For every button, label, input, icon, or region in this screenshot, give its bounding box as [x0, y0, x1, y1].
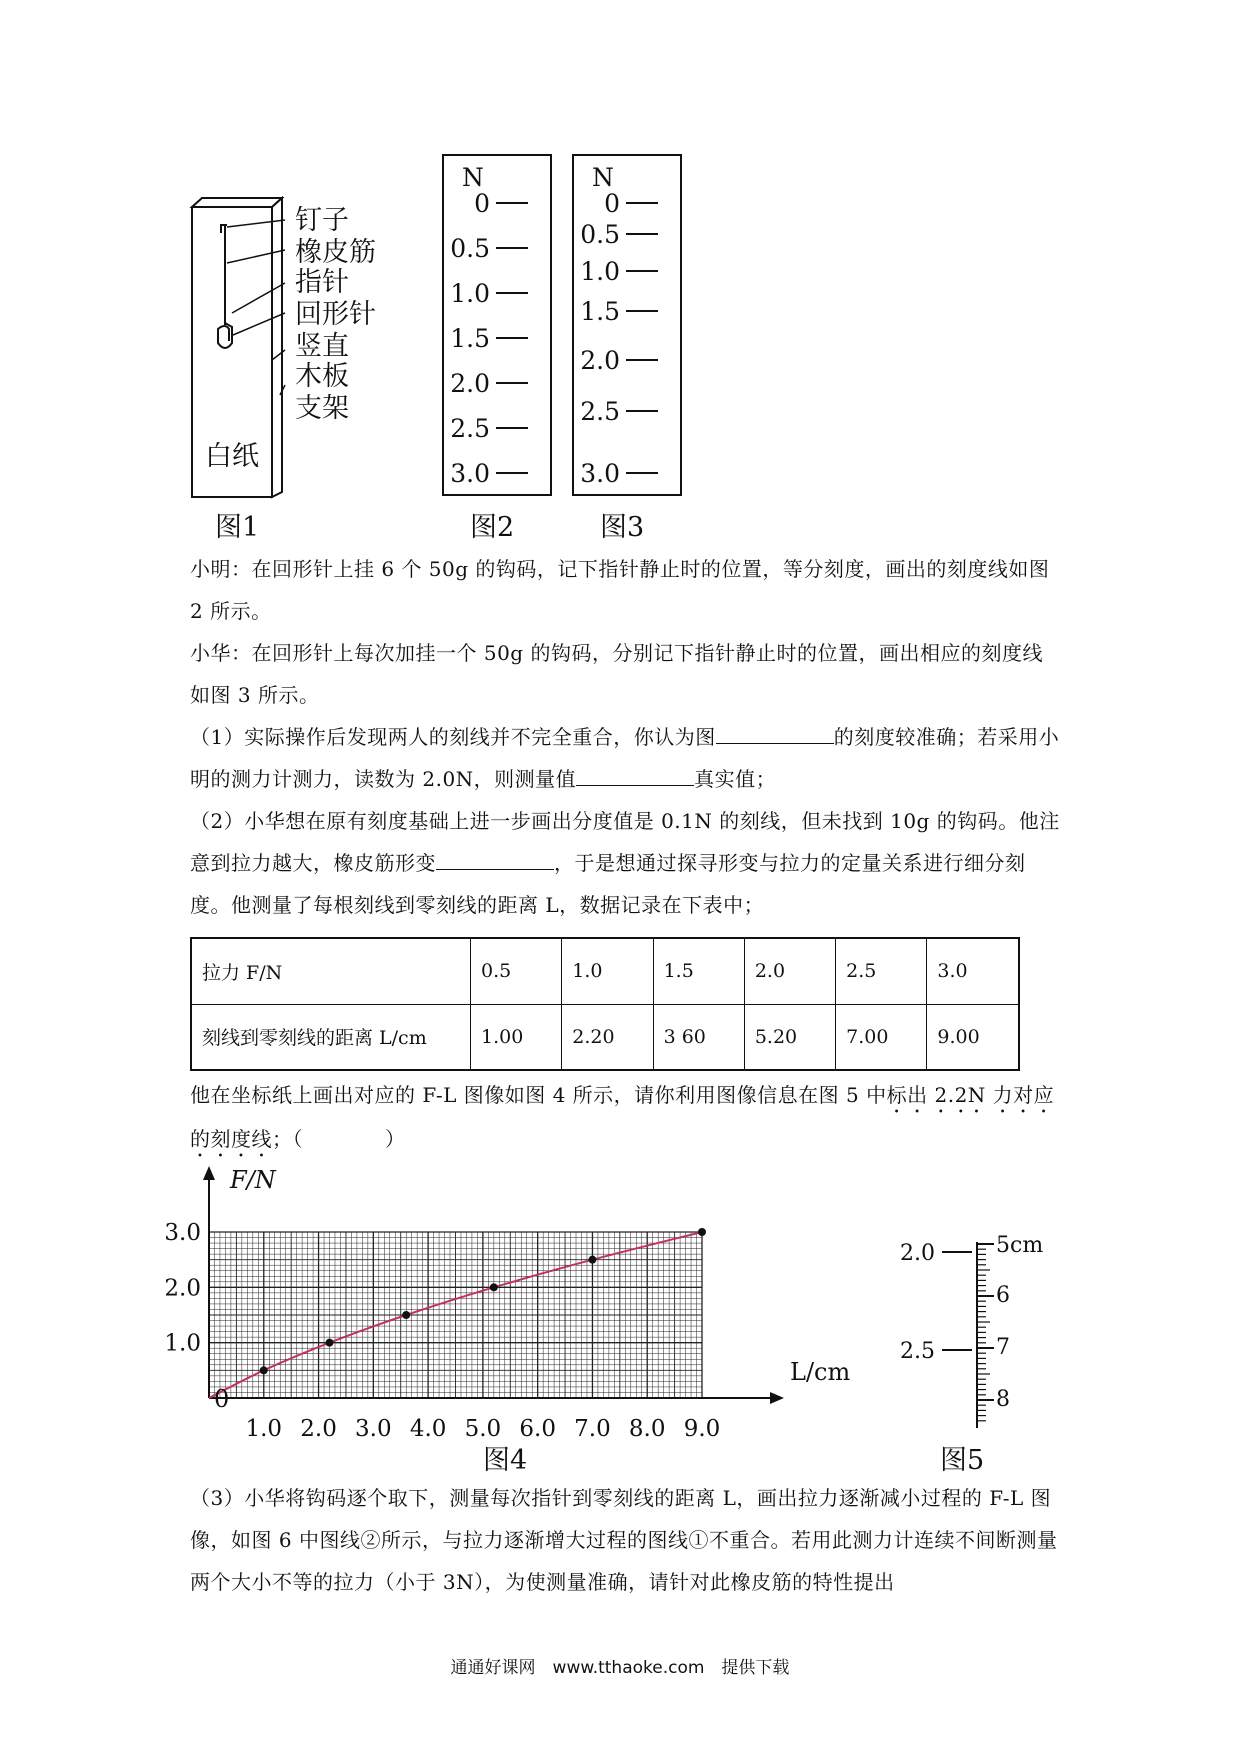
table-cell: 2.0 [744, 938, 835, 1004]
table-cell: 7.00 [836, 1004, 927, 1070]
fig3-tick-label: 2.0 [580, 346, 620, 375]
board-text: 白纸 [205, 441, 259, 472]
table-row [191, 1004, 1019, 1070]
table-header-distance: 刻线到零刻线的距离 L/cm [191, 1004, 471, 1070]
x-tick-label: 7.0 [574, 1416, 611, 1442]
fig5-cm-label: 8 [996, 1387, 1010, 1412]
chart-grid [209, 1232, 702, 1398]
data-point [698, 1228, 706, 1236]
fig2-caption: 图2 [470, 512, 515, 543]
fig3-tick-label: 1.5 [580, 297, 620, 326]
fig2-tick-label: 2.5 [450, 414, 490, 443]
fig5-ruler-ticks [977, 1244, 994, 1421]
board-top-edge [192, 198, 282, 207]
data-point [490, 1283, 498, 1291]
question-1: （1）实际操作后发现两人的刻线并不完全重合，你认为图 的刻度较准确；若采用小明的测力计测力，读数为 2.0N，则测量值 真实值； [190, 716, 1060, 800]
xiaoming-paragraph: 小明：在回形针上挂 6 个 50g 的钩码，记下指针静止时的位置，等分刻度，画出的刻度线如图 2 所示。 [190, 557, 1050, 623]
answer-blank[interactable] [436, 847, 554, 870]
question-3: （3）小华将钩码逐个取下，测量每次指针到零刻线的距离 L，画出拉力逐渐减小过程的 F-L 图像，如图 6 中图线②所示，与拉力逐渐增大过程的图线①不重合。若用此测力计连续不间断测量两个大小不等的拉力（小于 3N），为使测量准确，请针对此橡皮筋的特性提出 [190, 1486, 1058, 1594]
footer-text: 通通好课网 www.tthaoke.com 提供下载 [450, 1658, 790, 1678]
label-vertical: 竖直 [295, 331, 349, 362]
data-point [588, 1256, 596, 1264]
table-cell: 2.5 [836, 938, 927, 1004]
fig2-tick-label: 0 [474, 189, 490, 218]
x-tick-label: 6.0 [519, 1416, 556, 1442]
x-tick-label: 5.0 [464, 1416, 502, 1442]
label-pointer: 指针 [295, 267, 349, 298]
table-cell: 3.0 [927, 938, 1019, 1004]
chart-instruction: 他在坐标纸上画出对应的 F-L 图像如图 4 所示，请你利用图像信息在图 5 中标出 2.2N 力对应的刻度线；（ ） [190, 1083, 1055, 1151]
fig5-label-2-5: 2.5 [900, 1339, 935, 1364]
x-axis-arrow-icon [770, 1392, 784, 1404]
xiaohua-paragraph: 小华：在回形针上每次加挂一个 50g 的钩码，分别记下指针静止时的位置，画出相应的刻度线如图 3 所示。 [190, 641, 1043, 707]
figure-5-scale [880, 1230, 1050, 1440]
fig2-unit: N [462, 163, 484, 192]
table-cell: 1.00 [471, 1004, 562, 1070]
label-nail: 钉子 [295, 205, 349, 236]
data-point [402, 1311, 410, 1319]
chart-ticks [164, 1220, 720, 1442]
table-cell: 1.0 [562, 938, 653, 1004]
data-table [190, 937, 1020, 1071]
x-tick-label: 3.0 [355, 1416, 392, 1442]
x-tick-label: 4.0 [409, 1416, 447, 1442]
fig5-cm-label: 7 [996, 1335, 1010, 1360]
y-axis-arrow-icon [203, 1166, 215, 1180]
x-tick-label: 8.0 [628, 1416, 666, 1442]
table-cell: 9.00 [927, 1004, 1019, 1070]
fig3-tick-label: 3.0 [580, 459, 620, 488]
table-cell: 1.5 [653, 938, 744, 1004]
question-text [190, 548, 1060, 926]
fig3-unit: N [592, 163, 614, 192]
y-axis-label: F/N [230, 1166, 276, 1194]
table-cell: 2.20 [562, 1004, 653, 1070]
table-cell: 5.20 [744, 1004, 835, 1070]
table-row [191, 938, 1019, 1004]
figure-1 [185, 195, 425, 515]
origin-label: 0 [214, 1385, 230, 1413]
fig2-tick-label: 2.0 [450, 369, 490, 398]
figure-4-chart [164, 1150, 860, 1450]
answer-blank[interactable] [576, 763, 694, 786]
fig4-caption: 图4 [483, 1445, 528, 1476]
fig3-tick-label: 0.5 [580, 220, 620, 249]
fig2-tick-label: 1.0 [450, 279, 490, 308]
table-cell: 0.5 [471, 938, 562, 1004]
table-header-force: 拉力 F/N [191, 938, 471, 1004]
fig5-cm-label: 6 [996, 1283, 1010, 1308]
y-tick-label: 2.0 [164, 1275, 201, 1302]
fig1-caption: 图1 [215, 512, 260, 543]
x-tick-label: 9.0 [683, 1416, 721, 1442]
answer-blank[interactable] [716, 721, 834, 744]
fig3-tick-label: 0 [604, 189, 620, 218]
label-rubber-band: 橡皮筋 [295, 237, 376, 268]
y-tick-label: 1.0 [164, 1330, 201, 1357]
fig2-tick-label: 1.5 [450, 324, 490, 353]
figure-2 [440, 152, 555, 502]
question-2: （2）小华想在原有刻度基础上进一步画出分度值是 0.1N 的刻线，但未找到 10g 的钩码。他注意到拉力越大，橡皮筋形变 ，于是想通过探寻形变与拉力的定量关系进行细分刻度。他测量了每根刻线到零刻线的距离 L，数据记录在下表中； [190, 809, 1060, 917]
label-board: 木板 [295, 361, 349, 392]
label-paperclip: 回形针 [295, 299, 376, 330]
data-point [326, 1339, 334, 1347]
x-tick-label: 2.0 [300, 1416, 337, 1442]
fig5-label-2-0: 2.0 [900, 1241, 935, 1266]
label-stand: 支架 [295, 393, 349, 424]
fig5-caption: 图5 [940, 1445, 985, 1476]
board-side-edge [272, 198, 282, 497]
figure-3 [570, 152, 685, 502]
fig3-caption: 图3 [600, 512, 645, 543]
fig2-tick-label: 3.0 [450, 459, 490, 488]
x-tick-label: 1.0 [245, 1416, 283, 1442]
fig5-cm-label: 5cm [996, 1233, 1044, 1258]
data-point [260, 1366, 268, 1374]
y-tick-label: 3.0 [164, 1220, 201, 1246]
x-axis-label: L/cm [790, 1358, 851, 1386]
fig3-tick-label: 1.0 [580, 257, 620, 286]
fig3-tick-label: 2.5 [580, 397, 620, 426]
table-cell: 3 60 [653, 1004, 744, 1070]
fig2-tick-label: 0.5 [450, 234, 490, 263]
